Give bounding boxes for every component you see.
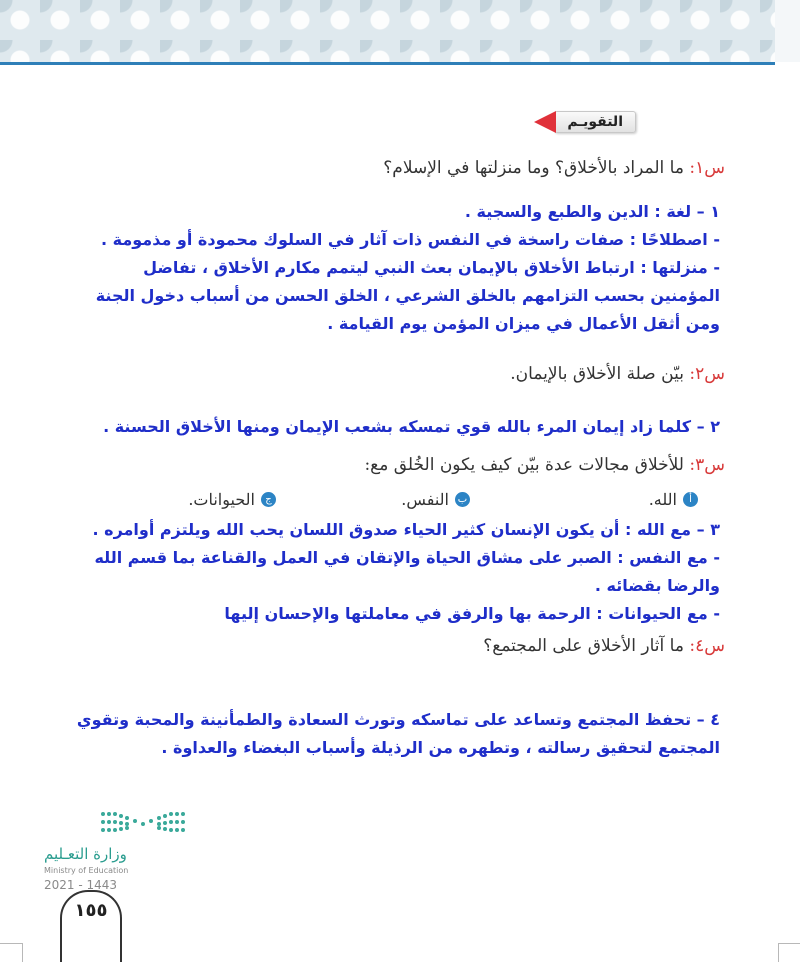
answer-line: - منزلتها : ارتباط الأخلاق بالإيمان بعث النبي ليتمم مكارم الأخلاق ، تفاضل المؤمنين بحسب التزامهم بالخلق الشرعي ، الخلق الحسن من أسباب دخول الجنة ومن أثقل الأعمال في ميزان المؤمن يوم القيامة . (95, 258, 720, 333)
crop-mark (778, 943, 800, 944)
answer-3 (70, 516, 720, 628)
page-number (60, 890, 122, 962)
ministry-logo-icon (84, 808, 214, 842)
answer-line: ٤ – تحفظ المجتمع وتساعد على تماسكه وتورث السعادة والطمأنينة والمحبة وتقوي المجتمع لتحقيق رسالته ، وتطهره من الرذيلة وأسباب البغضاء والعداوة . (76, 710, 720, 757)
header-banner-edge (775, 0, 800, 62)
answer-line: ١ – لغة : الدين والطبع والسجية . (464, 202, 720, 221)
answer-2 (70, 413, 720, 441)
answer-line: ٣ – مع الله : أن يكون الإنسان كثير الحياء صدوق اللسان يحب الله ويلتزم أوامره . (92, 520, 720, 539)
header-banner (0, 0, 775, 65)
question-text: ما المراد بالأخلاق؟ وما منزلتها في الإسلام؟ (383, 158, 684, 178)
answer-line: ٢ – كلما زاد إيمان المرء بالله قوي تمسكه بشعب الإيمان ومنها الأخلاق الحسنة . (103, 417, 720, 436)
option-label: الحيوانات. (188, 490, 255, 509)
option-badge: ب (455, 492, 470, 507)
question-text: للأخلاق مجالات عدة بيّن كيف يكون الخُلق مع: (364, 455, 684, 475)
edition-year: 2021 - 1443 (44, 878, 118, 892)
question-number: س٢: (689, 364, 725, 384)
question-text: ما آثار الأخلاق على المجتمع؟ (483, 636, 684, 656)
answer-line: - مع النفس : الصبر على مشاق الحياة والإتقان في العمل والقناعة بما قسم الله والرضا بقضائه . (94, 548, 720, 595)
ministry-name-ar: وزارة التعـليم (44, 845, 127, 863)
section-tag (516, 108, 636, 135)
option-c (188, 490, 276, 509)
question-3 (364, 455, 725, 475)
question-number: س٣: (689, 455, 725, 475)
arrow-icon (534, 111, 556, 133)
ministry-name-en: Ministry of Education (44, 866, 129, 875)
question-number: س١: (689, 158, 725, 178)
option-a (649, 490, 698, 509)
crop-mark (0, 943, 22, 944)
option-b (401, 490, 470, 509)
crop-mark (22, 943, 23, 962)
option-label: الله. (648, 490, 677, 509)
option-badge: ج (261, 492, 276, 507)
question-4 (483, 636, 725, 656)
answer-line: - مع الحيوانات : الرحمة بها والرفق في معاملتها والإحسان إليها (224, 604, 720, 623)
option-label: النفس. (401, 490, 449, 509)
question-number: س٤: (689, 636, 725, 656)
answer-4 (70, 706, 720, 762)
answer-line: - اصطلاحًا : صفات راسخة في النفس ذات آثار في السلوك محمودة أو مذمومة . (101, 230, 720, 249)
page-number-label: ١٥٥ (74, 900, 108, 921)
section-tag-label: التقويـم (554, 111, 636, 133)
question-1 (383, 158, 725, 178)
answer-1 (70, 198, 720, 338)
crop-mark (778, 943, 779, 962)
option-badge: أ (683, 492, 698, 507)
question-text: بيّن صلة الأخلاق بالإيمان. (510, 364, 684, 384)
question-2 (510, 364, 725, 384)
